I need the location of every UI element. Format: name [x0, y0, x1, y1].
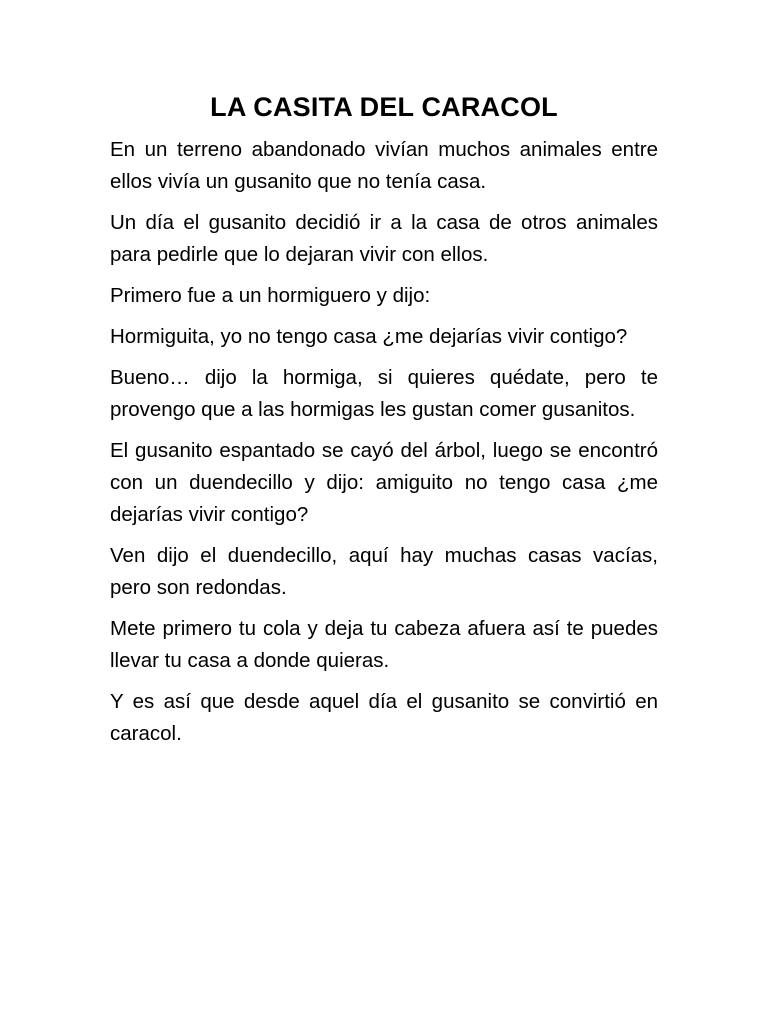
document-page	[110, 90, 658, 759]
paragraph: Ven dijo el duendecillo, aquí hay muchas casas vacías, pero son redondas.	[110, 544, 658, 599]
paragraph: Bueno… dijo la hormiga, si quieres quédate, pero te provengo que a las hormigas les gustan comer gusanitos.	[110, 366, 658, 421]
paragraph: Hormiguita, yo no tengo casa ¿me dejarías vivir contigo?	[110, 325, 628, 348]
paragraph: En un terreno abandonado vivían muchos animales entre ellos vivía un gusanito que no tenía casa.	[110, 138, 658, 193]
paragraph: Y es así que desde aquel día el gusanito se convirtió en caracol.	[110, 690, 658, 745]
paragraph: Primero fue a un hormiguero y dijo:	[110, 284, 431, 307]
paragraph: Mete primero tu cola y deja tu cabeza afuera así te puedes llevar tu casa a donde quieras.	[110, 617, 658, 672]
document-title: LA CASITA DEL CARACOL	[210, 92, 558, 122]
paragraph: El gusanito espantado se cayó del árbol, luego se encontró con un duendecillo y dijo: amiguito no tengo casa ¿me dejarías vivir contigo?	[110, 439, 658, 526]
paragraph: Un día el gusanito decidió ir a la casa de otros animales para pedirle que lo dejaran vivir con ellos.	[110, 211, 658, 266]
